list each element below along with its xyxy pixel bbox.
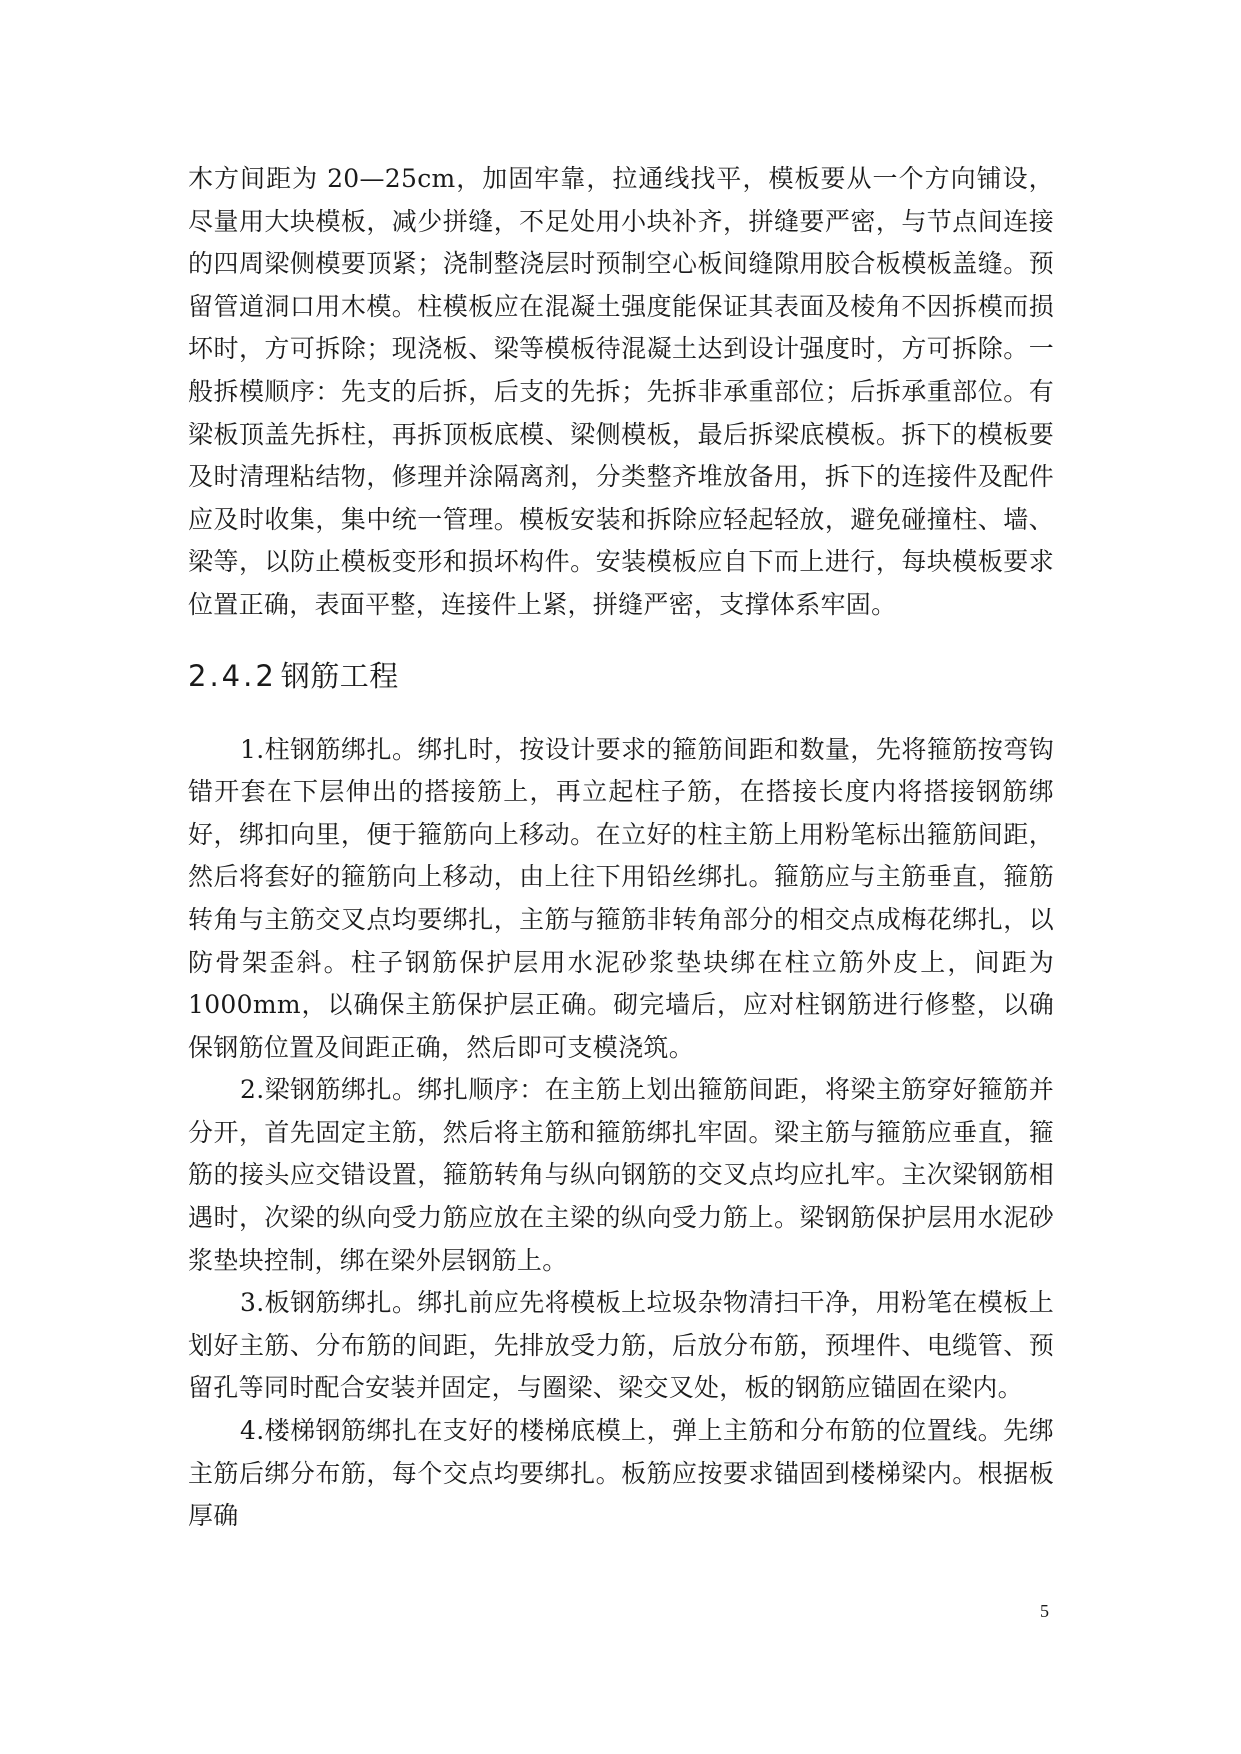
paragraph-slab-rebar: 3.板钢筋绑扎。绑扎前应先将模板上垃圾杂物清扫干净，用粉笔在模板上划好主筋、分布筋的间距，先排放受力筋，后放分布筋，预埋件、电缆管、预留孔等同时配合安装并固定，与圈梁、梁交叉处，板的钢筋应锚固在梁内。 bbox=[188, 1288, 1054, 1403]
section-number: 2.4.2 bbox=[188, 658, 277, 693]
continuation-paragraph: 木方间距为 20—25cm，加固牢靠，拉通线找平，模板要从一个方向铺设，尽量用大块模板，减少拼缝，不足处用小块补齐，拼缝要严密，与节点间连接的四周梁侧模要顶紧；浇制整浇层时预制空心板间缝隙用胶合板模板盖缝。预留管道洞口用木模。柱模板应在混凝土强度能保证其表面及棱角不因拆模而损坏时，方可拆除；现浇板、梁等模板待混凝土达到设计强度时，方可拆除。一般拆模顺序：先支的后拆，后支的先拆；先拆非承重部位；后拆承重部位。有梁板顶盖先拆柱，再拆顶板底模、梁侧模板，最后拆梁底模板。拆下的模板要及时清理粘结物，修理并涂隔离剂，分类整齐堆放备用，拆下的连接件及配件应及时收集，集中统一管理。模板安装和拆除应轻起轻放，避免碰撞柱、墙、梁等，以防止模板变形和损坏构件。安装模板应自下而上进行，每块模板要求位置正确，表面平整，连接件上紧，拼缝严密，支撑体系牢固。 bbox=[188, 164, 1054, 619]
page-number: 5 bbox=[1040, 1601, 1049, 1621]
paragraph-column-rebar: 1.柱钢筋绑扎。绑扎时，按设计要求的箍筋间距和数量，先将箍筋按弯钩错开套在下层伸出的搭接筋上，再立起柱子筋，在搭接长度内将搭接钢筋绑好，绑扣向里，便于箍筋向上移动。在立好的柱主筋上用粉笔标出箍筋间距，然后将套好的箍筋向上移动，由上往下用铅丝绑扎。箍筋应与主筋垂直，箍筋转角与主筋交叉点均要绑扎，主筋与箍筋非转角部分的相交点成梅花绑扎，以防骨架歪斜。柱子钢筋保护层用水泥砂浆垫块绑在柱立筋外皮上，间距为 1000mm，以确保主筋保护层正确。砌完墙后，应对柱钢筋进行修整，以确保钢筋位置及间距正确，然后即可支模浇筑。 bbox=[188, 734, 1054, 1062]
paragraph-stair-rebar: 4.楼梯钢筋绑扎在支好的楼梯底模上，弹上主筋和分布筋的位置线。先绑主筋后绑分布筋，每个交点均要绑扎。板筋应按要求锚固到楼梯梁内。根据板厚确 bbox=[188, 1416, 1054, 1531]
section-heading bbox=[188, 656, 1054, 696]
section-title: 钢筋工程 bbox=[280, 658, 399, 693]
page-body bbox=[188, 158, 1054, 1538]
paragraph-beam-rebar: 2.梁钢筋绑扎。绑扎顺序：在主筋上划出箍筋间距，将梁主筋穿好箍筋并分开，首先固定主筋，然后将主筋和箍筋绑扎牢固。梁主筋与箍筋应垂直，箍筋的接头应交错设置，箍筋转角与纵向钢筋的交叉点均应扎牢。主次梁钢筋相遇时，次梁的纵向受力筋应放在主梁的纵向受力筋上。梁钢筋保护层用水泥砂浆垫块控制，绑在梁外层钢筋上。 bbox=[188, 1075, 1054, 1275]
